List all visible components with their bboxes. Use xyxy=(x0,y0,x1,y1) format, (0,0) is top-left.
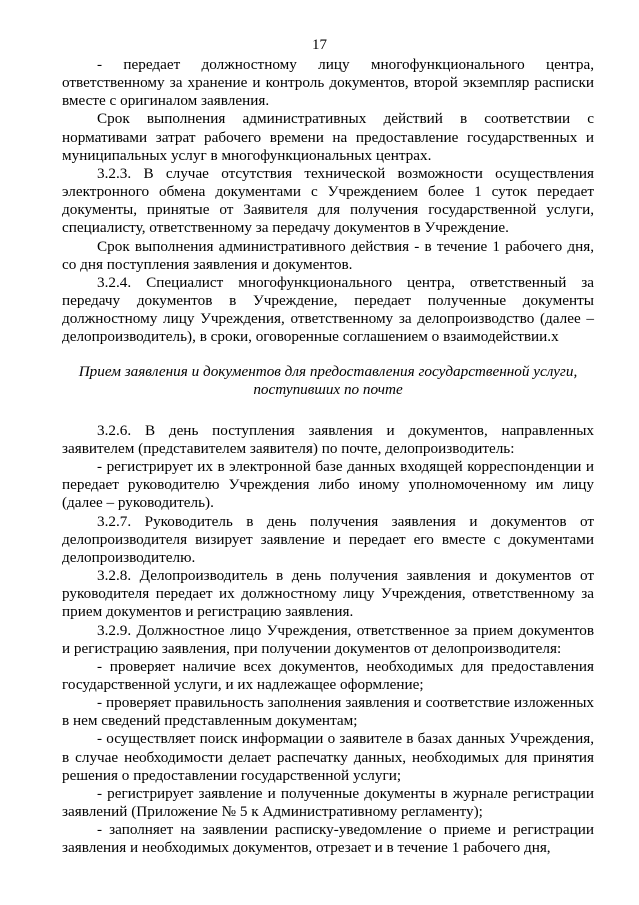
section-heading: Прием заявления и документов для предоставления государственной услуги, поступивших по почте xyxy=(78,362,578,398)
paragraph: 3.2.9. Должностное лицо Учреждения, ответственное за прием документов и регистрацию заявления, при получении документов от делопроизводителя: xyxy=(62,621,594,657)
paragraph: 3.2.6. В день поступления заявления и документов, направленных заявителем (представителем заявителя) по почте, делопроизводитель: xyxy=(62,421,594,457)
paragraph: Срок выполнения административных действий в соответствии с нормативами затрат рабочего времени на предоставление государственных и муниципальных услуг в многофункциональных центрах. xyxy=(62,110,594,164)
paragraph: 3.2.3. В случае отсутствия технической возможности осуществления электронного обмена документами с Учреждением более 1 суток передает документы, принятые от Заявителя для получения государственной услуги, специалисту, ответственному за передачу документов в Учреждение. xyxy=(62,164,594,237)
paragraph: - передает должностному лицу многофункционального центра, ответственному за хранение и контроль документов, второй экземпляр расписки вместе с оригиналом заявления. xyxy=(62,56,594,110)
paragraph: Срок выполнения административного действия - в течение 1 рабочего дня, со дня поступления заявления и документов. xyxy=(62,237,594,273)
paragraph: - регистрирует их в электронной базе данных входящей корреспонденции и передает руководителю Учреждения либо иному уполномоченному им лицу (далее – руководитель). xyxy=(62,458,594,512)
document-body xyxy=(62,56,594,858)
paragraph: 3.2.8. Делопроизводитель в день получения заявления и документов от руководителя передает их должностному лицу Учреждения, ответственному за прием документов и регистрацию заявления. xyxy=(62,567,594,621)
page-number: 17 xyxy=(312,37,327,53)
paragraph: - проверяет правильность заполнения заявления и соответствие изложенных в нем сведений представленным документам; xyxy=(62,694,594,730)
paragraph: - осуществляет поиск информации о заявителе в базах данных Учреждения, в случае необходимости делает распечатку данных, необходимых для принятия решения о предоставлении государственной услуги; xyxy=(62,730,594,784)
paragraph: - регистрирует заявление и полученные документы в журнале регистрации заявлений (Приложение № 5 к Административному регламенту); xyxy=(62,784,594,821)
paragraph: - проверяет наличие всех документов, необходимых для предоставления государственной услуги, и их надлежащее оформление; xyxy=(62,657,594,693)
paragraph: 3.2.4. Специалист многофункционального центра, ответственный за передачу документов в Учреждение, передает полученные документы должностному лицу Учреждения, ответственному за делопроизводство (далее – делопроизводитель), в сроки, оговоренные соглашением о взаимодействии.х xyxy=(62,273,594,346)
paragraph: 3.2.7. Руководитель в день получения заявления и документов от делопроизводителя визирует заявление и передает его вместе с документами делопроизводителю. xyxy=(62,512,594,566)
paragraph: - заполняет на заявлении расписку-уведомление о приеме и регистрации заявления и необходимых документов, отрезает и в течение 1 рабочего дня, xyxy=(62,821,594,857)
